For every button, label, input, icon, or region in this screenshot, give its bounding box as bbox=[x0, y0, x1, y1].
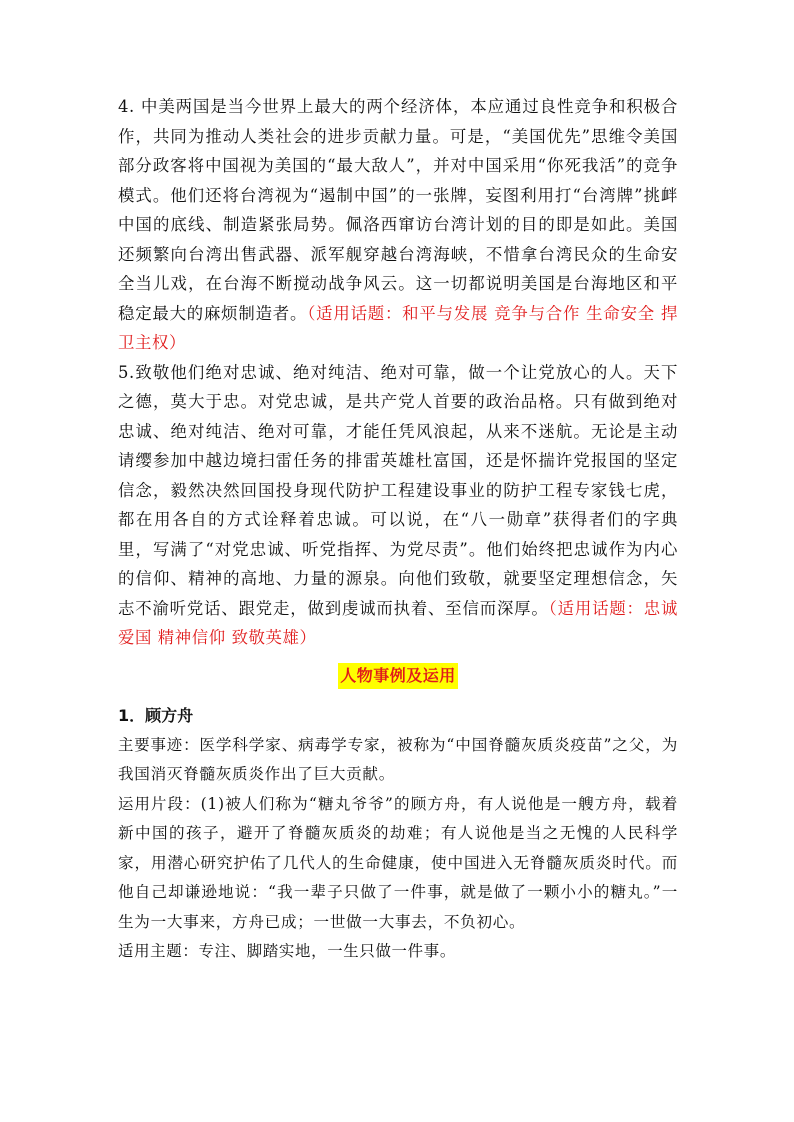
usage-text: (1)被人们称为“糖丸爷爷”的顾方舟，有人说他是一艘方舟，载着新中国的孩子，避开了脊髓灰质炎的劫难；有人说他是当之无愧的人民科学家，用潜心研究护佑了几代人的生命健康，使中国进入无脊髓灰质炎时代。而他自己却谦逊地说：“我一辈子只做了一件事，就是做了一颗小小的糖丸。”一生为一大事来，方舟已成；一世做一大事去，不负初心。 bbox=[118, 794, 678, 931]
deeds-label: 主要事迹： bbox=[118, 735, 200, 754]
theme-label: 适用主题： bbox=[118, 942, 199, 960]
paragraph-4-topics: （适用话题：和平与发展 竞争与合作 生命安全 捍卫主权） bbox=[118, 303, 678, 352]
paragraph-5-text: 5.致敬他们绝对忠诚、绝对纯洁、绝对可靠，做一个让党放心的人。天下之德，莫大于忠。对党忠诚，是共产党人首要的政治品格。只有做到绝对忠诚、绝对纯洁、绝对可靠，才能任凭风浪起，从来不迷航。无论是主动请缨参加中越边境扫雷任务的排雷英雄杜富国，还是怀揣许党报国的坚定信念，毅然决然回国投身现代防护工程建设事业的防护工程专家钱七虎，都在用各自的方式诠释着忠诚。可以说，在“八一勋章”获得者们的字典里，写满了“对党忠诚、听党指挥、为党尽责”。他们始终把忠诚作为内心的信仰、精神的高地、力量的源泉。向他们致敬，就要坚定理想信念，矢志不渝听党话、跟党走，做到虔诚而执着、至信而深厚。 bbox=[118, 362, 678, 618]
person-theme bbox=[118, 937, 678, 967]
deeds-text: 医学科学家、病毒学专家，被称为“中国脊髓灰质炎疫苗”之父，为我国消灭脊髓灰质炎作出了巨大贡献。 bbox=[118, 735, 678, 783]
paragraph-4-text: 4. 中美两国是当今世界上最大的两个经济体，本应通过良性竞争和积极合作，共同为推动人类社会的进步贡献力量。可是，“美国优先”思维令美国部分政客将中国视为美国的“最大敌人”，并对中国采用“你死我活”的竞争模式。他们还将台湾视为“遏制中国”的一张牌，妄图利用打“台湾牌”挑衅中国的底线、制造紧张局势。佩洛西窜访台湾计划的目的即是如此。美国还频繁向台湾出售武器、派军舰穿越台湾海峡，不惜拿台湾民众的生命安全当儿戏，在台海不断搅动战争风云。这一切都说明美国是台海地区和平稳定最大的麻烦制造者。 bbox=[118, 97, 678, 323]
person-name: 1．顾方舟 bbox=[118, 705, 194, 725]
paragraph-4 bbox=[118, 92, 678, 358]
person-usage bbox=[118, 790, 678, 938]
section-title: 人物事例及运用 bbox=[338, 663, 458, 689]
document-page bbox=[118, 92, 678, 967]
usage-label: 运用片段： bbox=[118, 794, 201, 813]
theme-text: 专注、脚踏实地，一生只做一件事。 bbox=[198, 942, 456, 960]
paragraph-5-topics: （适用话题：忠诚爱国 精神信仰 致敬英雄） bbox=[118, 598, 678, 647]
paragraph-5 bbox=[118, 358, 678, 653]
section-heading bbox=[118, 663, 678, 693]
person-deeds bbox=[118, 731, 678, 790]
